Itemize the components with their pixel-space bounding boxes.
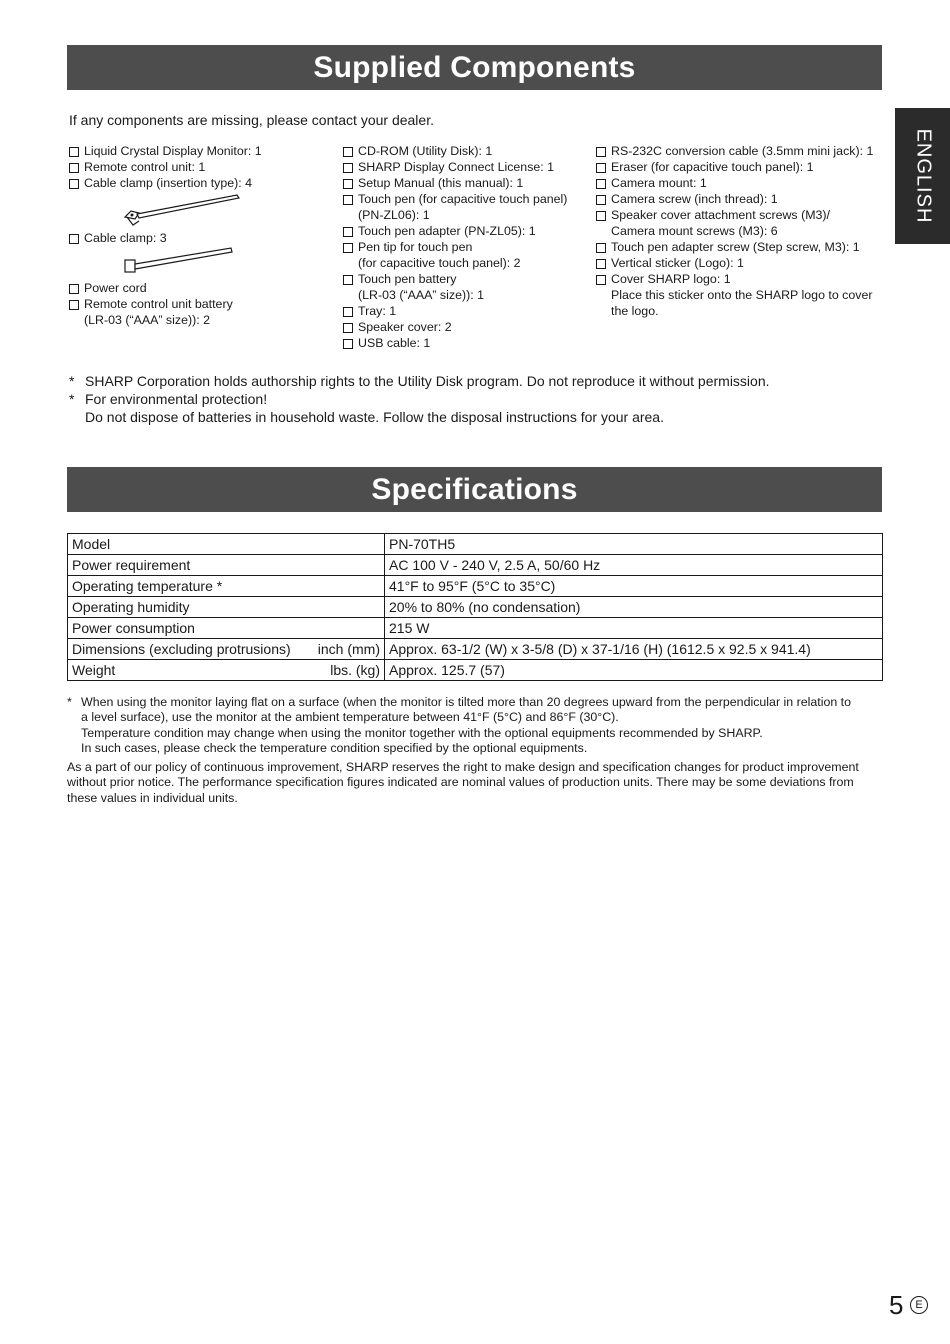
checkbox-icon	[343, 275, 353, 285]
list-item: Camera screw (inch thread): 1	[596, 191, 886, 207]
spec-value: 215 W	[385, 618, 883, 639]
policy-text: As a part of our policy of continuous improvement, SHARP reserves the right to make design and specification changes for product improvement without prior notice. The performance specification figures indicated are nominal values of production units. There may be some deviations from these values in individual units.	[67, 760, 859, 805]
checkbox-icon	[343, 243, 353, 253]
page-number: 5	[889, 1290, 904, 1320]
list-item-continuation: (PN-ZL06): 1	[358, 208, 430, 222]
checkbox-icon	[69, 234, 79, 244]
checkbox-icon	[343, 307, 353, 317]
components-column-2	[343, 143, 593, 351]
note: * SHARP Corporation holds authorship rights to the Utility Disk program. Do not reproduce it without permission.	[69, 373, 770, 389]
checkbox-icon	[596, 147, 606, 157]
note-continuation: Do not dispose of batteries in household waste. Follow the disposal instructions for your area.	[85, 409, 664, 425]
spec-label: Weight lbs. (kg)	[68, 660, 385, 681]
checkbox-icon	[596, 195, 606, 205]
spec-label: Operating temperature *	[68, 576, 385, 597]
spec-value: PN-70TH5	[385, 534, 883, 555]
specifications-title: Specifications	[371, 472, 578, 506]
list-item: Remote control unit: 1	[69, 159, 339, 175]
list-item-continuation: Camera mount screws (M3): 6	[611, 224, 778, 238]
language-marker-icon: E	[910, 1296, 928, 1314]
checkbox-icon	[69, 147, 79, 157]
checkbox-icon	[596, 163, 606, 173]
list-item: USB cable: 1	[343, 335, 593, 351]
list-item: Touch pen (for capacitive touch panel)	[343, 191, 593, 207]
supplied-components-title: Supplied Components	[313, 50, 636, 84]
checkbox-icon	[596, 275, 606, 285]
components-column-1	[69, 143, 339, 328]
list-item: Remote control unit battery	[69, 296, 339, 312]
footnotes	[67, 695, 882, 806]
cable-clamp-illustration	[69, 246, 339, 280]
table-row	[68, 618, 883, 639]
checkbox-icon	[596, 211, 606, 221]
list-item: Liquid Crystal Display Monitor: 1	[69, 143, 339, 159]
list-item: RS-232C conversion cable (3.5mm mini jack): 1	[596, 143, 886, 159]
list-item-continuation: the logo.	[611, 304, 659, 318]
checkbox-icon	[343, 195, 353, 205]
specifications-heading	[67, 467, 882, 512]
spec-label: Operating humidity	[68, 597, 385, 618]
list-item: Power cord	[69, 280, 339, 296]
notes	[69, 372, 770, 426]
spec-value: 41°F to 95°F (5°C to 35°C)	[385, 576, 883, 597]
spec-value: 20% to 80% (no condensation)	[385, 597, 883, 618]
list-item: SHARP Display Connect License: 1	[343, 159, 593, 175]
note-marker: *	[67, 695, 72, 709]
spec-label: Power requirement	[68, 555, 385, 576]
list-item: Tray: 1	[343, 303, 593, 319]
list-item: Eraser (for capacitive touch panel): 1	[596, 159, 886, 175]
list-item: Vertical sticker (Logo): 1	[596, 255, 886, 271]
intro-text: If any components are missing, please contact your dealer.	[69, 112, 434, 128]
spec-value: Approx. 125.7 (57)	[385, 660, 883, 681]
list-item: Camera mount: 1	[596, 175, 886, 191]
temperature-footnote: * When using the monitor laying flat on a surface (when the monitor is tilted more than 20 degrees upward from the perpendicular in relation to a level surface), use the monitor at the ambient temperature between 41°F (5°C) and 86°F (30°C). Temperature condition may change when using the monitor together with the optional equipments recommended by SHARP. In such cases, please check the temperature condition specified by the optional equipments.	[67, 695, 852, 755]
table-row	[68, 555, 883, 576]
list-item: Touch pen battery	[343, 271, 593, 287]
spec-value: AC 100 V - 240 V, 2.5 A, 50/60 Hz	[385, 555, 883, 576]
list-item: Cable clamp (insertion type): 4	[69, 175, 339, 191]
checkbox-icon	[69, 163, 79, 173]
checkbox-icon	[596, 243, 606, 253]
list-item: Pen tip for touch pen	[343, 239, 593, 255]
spec-label: Model	[68, 534, 385, 555]
checkbox-icon	[343, 323, 353, 333]
checkbox-icon	[69, 284, 79, 294]
list-item: Cover SHARP logo: 1	[596, 271, 886, 287]
spec-value: Approx. 63-1/2 (W) x 3-5/8 (D) x 37-1/16 (H) (1612.5 x 92.5 x 941.4)	[385, 639, 883, 660]
language-tab	[895, 108, 950, 244]
list-item: Setup Manual (this manual): 1	[343, 175, 593, 191]
list-item: Touch pen adapter (PN-ZL05): 1	[343, 223, 593, 239]
language-tab-label: ENGLISH	[912, 128, 934, 224]
list-item: Speaker cover attachment screws (M3)/	[596, 207, 886, 223]
components-column-3	[596, 143, 886, 319]
specifications-table	[67, 533, 883, 681]
checkbox-icon	[343, 147, 353, 157]
list-item: CD-ROM (Utility Disk): 1	[343, 143, 593, 159]
checkbox-icon	[343, 179, 353, 189]
spec-label: Power consumption	[68, 618, 385, 639]
table-row	[68, 576, 883, 597]
table-row	[68, 660, 883, 681]
checkbox-icon	[343, 339, 353, 349]
checkbox-icon	[69, 300, 79, 310]
note: * For environmental protection!	[69, 391, 268, 407]
table-row	[68, 639, 883, 660]
note-marker: *	[69, 373, 75, 389]
list-item-continuation: (for capacitive touch panel): 2	[358, 256, 521, 270]
checkbox-icon	[343, 163, 353, 173]
checkbox-icon	[343, 227, 353, 237]
note-marker: *	[69, 391, 75, 407]
list-item-continuation: (LR-03 (“AAA” size)): 2	[84, 313, 210, 327]
list-item-continuation: (LR-03 (“AAA” size)): 1	[358, 288, 484, 302]
list-item: Speaker cover: 2	[343, 319, 593, 335]
checkbox-icon	[596, 179, 606, 189]
list-item: Touch pen adapter screw (Step screw, M3): 1	[596, 239, 886, 255]
table-row	[68, 597, 883, 618]
spec-label: Dimensions (excluding protrusions) inch (mm)	[68, 639, 385, 660]
list-item-continuation: Place this sticker onto the SHARP logo to cover	[611, 288, 873, 302]
supplied-components-heading	[67, 45, 882, 90]
checkbox-icon	[596, 259, 606, 269]
checkbox-icon	[69, 179, 79, 189]
cable-clamp-insertion-illustration	[69, 191, 339, 230]
table-row	[68, 534, 883, 555]
list-item: Cable clamp: 3	[69, 230, 339, 246]
